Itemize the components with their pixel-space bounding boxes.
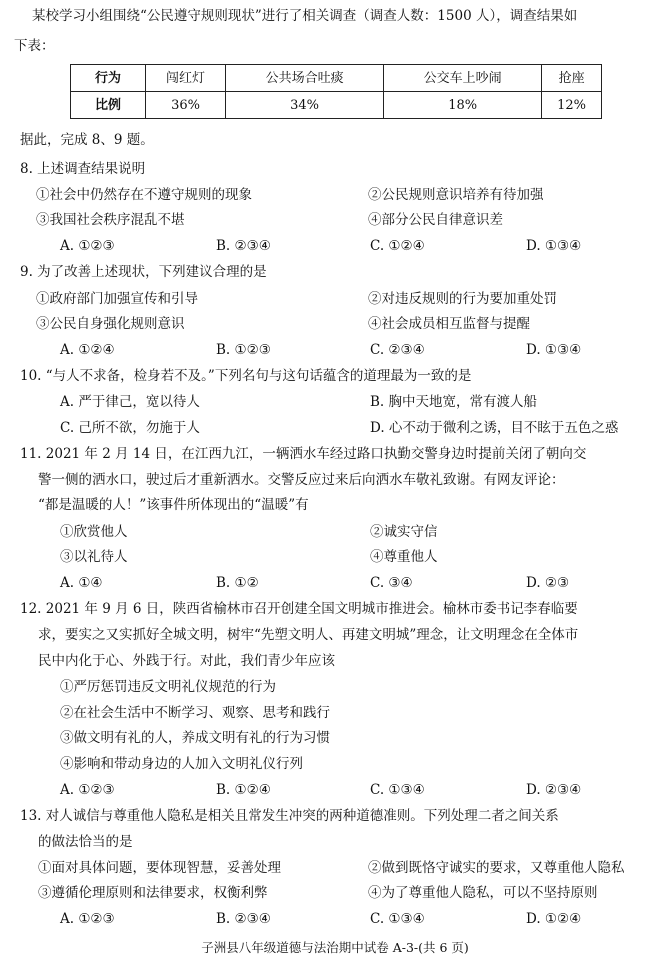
intro-line-2: 下表： xyxy=(14,38,55,54)
q13-item-2: ②做到既恪守诚实的要求，又尊重他人隐私 xyxy=(368,860,625,876)
table-row-header: 比例 xyxy=(71,92,146,119)
q11-item-2: ②诚实守信 xyxy=(370,524,438,540)
q11-stem-line-1: 11. 2021 年 2 月 14 日，在江西九江，一辆洒水车经过路口执勤交警身边时提前关闭了朝向交 xyxy=(20,446,587,462)
q13-item-1: ①面对具体问题，要体现智慧，妥善处理 xyxy=(38,860,281,876)
q11-option-b[interactable]: B. ①② xyxy=(216,575,259,591)
q12-item-2: ②在社会生活中不断学习、观察、思考和践行 xyxy=(60,705,330,721)
q8-item-1: ①社会中仍然存在不遵守规则的现象 xyxy=(36,187,252,203)
q12-option-c[interactable]: C. ①③④ xyxy=(370,782,425,798)
q9-item-1: ①政府部门加强宣传和引导 xyxy=(36,291,198,307)
q12-item-1: ①严厉惩罚违反文明礼仪规范的行为 xyxy=(60,679,276,695)
q11-item-3: ③以礼待人 xyxy=(60,549,128,565)
q11-stem-line-3: “都是温暖的人！”该事件所体现出的“温暖”有 xyxy=(38,497,309,513)
q8-stem: 8. 上述调查结果说明 xyxy=(20,161,146,177)
table-cell: 18% xyxy=(384,92,542,119)
q11-item-4: ④尊重他人 xyxy=(370,549,438,565)
q8-item-2: ②公民规则意识培养有待加强 xyxy=(368,187,544,203)
q11-option-c[interactable]: C. ③④ xyxy=(370,575,413,591)
q11-stem-line-2: 警一侧的洒水口，驶过后才重新洒水。交警反应过来后向洒水车敬礼致谢。有网友评论： xyxy=(38,472,565,488)
q13-item-4: ④为了尊重他人隐私，可以不坚持原则 xyxy=(368,885,598,901)
q12-option-d[interactable]: D. ②③④ xyxy=(526,782,582,798)
q12-item-4: ④影响和带动身边的人加入文明礼仪行列 xyxy=(60,756,303,772)
q13-stem-line-2: 的做法恰当的是 xyxy=(38,834,133,850)
table-column-header: 公交车上吵闹 xyxy=(384,65,542,92)
q9-option-a[interactable]: A. ①②④ xyxy=(60,342,115,358)
q10-option-a[interactable]: A. 严于律己，宽以待人 xyxy=(60,394,200,410)
q12-stem-line-2: 求，要实之又实抓好全城文明，树牢“先塑文明人、再建文明城”理念，让文明理念在全体市 xyxy=(38,627,579,643)
q9-option-b[interactable]: B. ①②③ xyxy=(216,342,271,358)
q11-option-d[interactable]: D. ②③ xyxy=(526,575,570,591)
q9-option-d[interactable]: D. ①③④ xyxy=(526,342,582,358)
q10-option-b[interactable]: B. 胸中天地宽，常有渡人船 xyxy=(370,394,538,410)
q12-option-b[interactable]: B. ①②④ xyxy=(216,782,271,798)
q11-item-1: ①欣赏他人 xyxy=(60,524,128,540)
q8-item-3: ③我国社会秩序混乱不堪 xyxy=(36,212,185,228)
table-row-header: 行为 xyxy=(71,65,146,92)
q10-option-d[interactable]: D. 心不动于微利之诱，目不眩于五色之惑 xyxy=(370,420,619,436)
q12-item-3: ③做文明有礼的人，养成文明有礼的行为习惯 xyxy=(60,730,330,746)
q13-option-c[interactable]: C. ①③④ xyxy=(370,911,425,927)
q13-stem-line-1: 13. 对人诚信与尊重他人隐私是相关且常发生冲突的两种道德准则。下列处理二者之间关系 xyxy=(20,808,559,824)
table-column-header: 抢座 xyxy=(542,65,602,92)
q8-option-b[interactable]: B. ②③④ xyxy=(216,238,271,254)
page-footer: 子洲县八年级道德与法治期中试卷 A-3-(共 6 页) xyxy=(201,940,469,955)
instruction-text: 据此，完成 8、9 题。 xyxy=(20,132,154,148)
q13-option-d[interactable]: D. ①②④ xyxy=(526,911,582,927)
q8-option-c[interactable]: C. ①②④ xyxy=(370,238,425,254)
table-cell: 12% xyxy=(542,92,602,119)
table-column-header: 闯红灯 xyxy=(146,65,226,92)
q9-item-4: ④社会成员相互监督与提醒 xyxy=(368,316,530,332)
q10-stem: 10. “与人不求备，检身若不及。”下列名句与这句话蕴含的道理最为一致的是 xyxy=(20,368,472,384)
q13-option-b[interactable]: B. ②③④ xyxy=(216,911,271,927)
q8-option-d[interactable]: D. ①③④ xyxy=(526,238,582,254)
q9-item-3: ③公民自身强化规则意识 xyxy=(36,316,185,332)
q13-option-a[interactable]: A. ①②③ xyxy=(60,911,115,927)
table-column-header: 公共场合吐痰 xyxy=(226,65,384,92)
table-row xyxy=(71,92,602,119)
table-cell: 34% xyxy=(226,92,384,119)
q9-stem: 9. 为了改善上述现状，下列建议合理的是 xyxy=(20,264,267,280)
q12-stem-line-3: 民中内化于心、外践于行。对此，我们青少年应该 xyxy=(38,653,335,669)
table-row xyxy=(71,65,602,92)
q9-option-c[interactable]: C. ②③④ xyxy=(370,342,425,358)
q8-item-4: ④部分公民自律意识差 xyxy=(368,212,503,228)
q12-stem-line-1: 12. 2021 年 9 月 6 日，陕西省榆林市召开创建全国文明城市推进会。榆林市委书记李春临要 xyxy=(20,601,578,617)
q9-item-2: ②对违反规则的行为要加重处罚 xyxy=(368,291,557,307)
q13-item-3: ③遵循伦理原则和法律要求，权衡利弊 xyxy=(38,885,268,901)
intro-line-1: 某校学习小组围绕“公民遵守规则现状”进行了相关调查（调查人数：1500 人），调查结果如 xyxy=(32,8,578,24)
q11-option-a[interactable]: A. ①④ xyxy=(60,575,103,591)
q8-option-a[interactable]: A. ①②③ xyxy=(60,238,115,254)
q12-option-a[interactable]: A. ①②③ xyxy=(60,782,115,798)
table-cell: 36% xyxy=(146,92,226,119)
survey-table xyxy=(70,64,602,119)
q10-option-c[interactable]: C. 己所不欲，勿施于人 xyxy=(60,420,200,436)
